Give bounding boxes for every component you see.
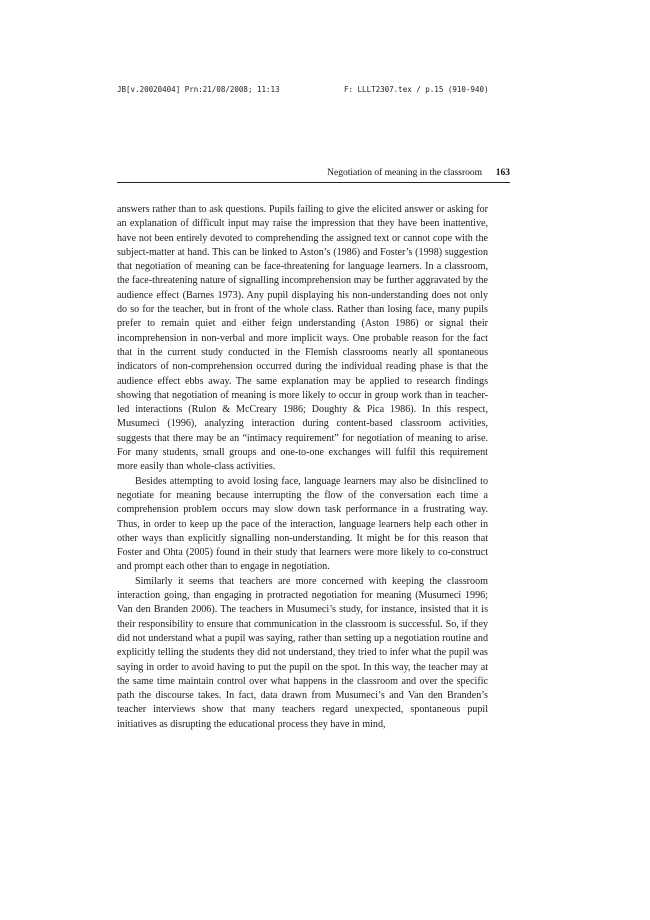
- print-slug: [117, 85, 517, 94]
- paragraph: answers rather than to ask questions. Pupils failing to give the elicited answer or asking for an explanation of difficult input may raise the impression that they have been inattentive, have not been entirely devoted to comprehending the assigned text or cannot cope with the subject-matter at hand. This can be linked to Aston’s (1986) and Foster’s (1998) suggestion that negotiation of meaning can be face-threatening for language learners. In a classroom, the face-threatening nature of signalling incomprehension may be further aggravated by the audience effect (Barnes 1973). Any pupil displaying his non-understanding does not only do so for the teacher, but in front of the whole class. Rather than losing face, many pupils prefer to remain quiet and either feign understanding (Aston 1986) or signal their incomprehension in non-verbal and more implicit ways. One probable reason for the fact that in the current study conducted in the Flemish classrooms nearly all spontaneous indicators of non-comprehension occurred during the individual reading phase is that the audience effect ebbs away. The same explanation may be applied to research findings showing that negotiation of meaning is more likely to occur in group work than in teacher-led interactions (Rulon & McCreary 1986; Doughty & Pica 1986). In this respect, Musumeci (1996), analyzing interaction during content-based classroom activities, suggests that there may be an “intimacy requirement” for negotiation of meaning to arise. For many students, small groups and one-to-one exchanges will fulfil this requirement more easily than whole-class activities.: [117, 204, 488, 473]
- paragraph: Similarly it seems that teachers are more concerned with keeping the classroom interaction going, than engaging in protracted negotiation for meaning (Musumeci 1996; Van den Branden 2006). The teachers in Musumeci’s study, for instance, insisted that it is their responsibility to ensure that communication in the classroom is successful. So, if they did not understand what a pupil was saying, rather than setting up a negotiation routine and explicitly telling the students they did not understand, they tried to infer what the pupil was saying in order to avoid having to put the pupil on the spot. In this way, the teacher may at the same time maintain control over what happens in the classroom and over the specific path the discourse takes. In fact, data drawn from Musumeci’s and Van den Branden’s teacher interviews show that many teachers regard unexpected, spontaneous pupil initiatives as disrupting the educational process they have in mind,: [117, 575, 488, 730]
- paragraph: Besides attempting to avoid losing face, language learners may also be disinclined to negotiate for meaning because interrupting the flow of the conversation each time a comprehension problem occurs may slow down task performance in a frustrating way. Thus, in order to keep up the pace of the interaction, language learners help each other in other ways than explicitly signalling non-understanding. It might be for this reason that Foster and Ohta (2005) found in their study that learners were more likely to co-construct and prompt each other than to engage in negotiation.: [117, 475, 488, 573]
- slug-job-info: JB[v.20020404] Prn:21/08/2008; 11:13: [117, 85, 280, 94]
- running-head: [117, 168, 510, 183]
- running-head-title: Negotiation of meaning in the classroom: [327, 168, 482, 178]
- body-text: [117, 203, 488, 732]
- page-number: 163: [495, 168, 510, 178]
- slug-file-info: F: LLLT2307.tex / p.15 (910-940): [344, 85, 489, 94]
